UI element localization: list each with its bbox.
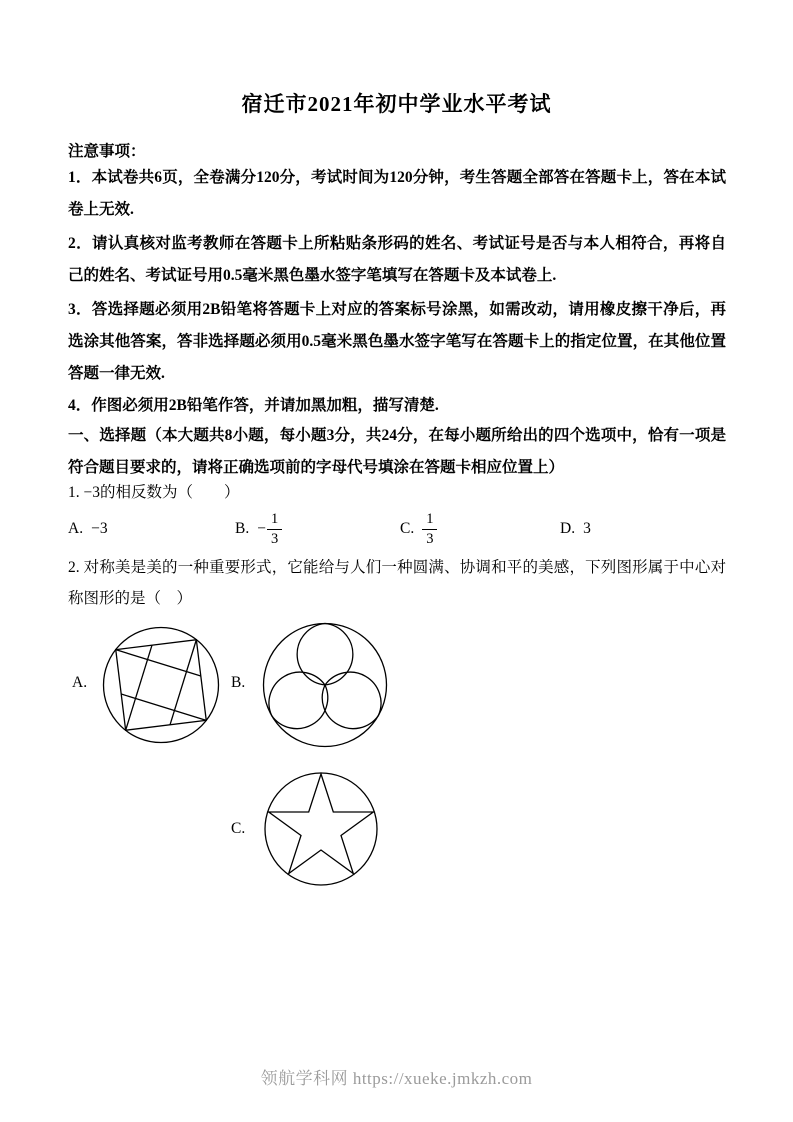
notice-item-2: 2．请认真核对监考教师在答题卡上所粘贴条形码的姓名、考试证号是否与本人相符合，再将自己的姓名、考试证号用0.5毫米黑色墨水签字笔填写在答题卡及本试卷上. (68, 235, 726, 284)
fraction-one-third (422, 511, 437, 547)
question-1-text: 1. −3的相反数为（ ） (68, 484, 240, 501)
option-c-label: C. (400, 520, 415, 537)
section-1-header: 一、选择题（本大题共8小题，每小题3分，共24分，在每小题所给出的四个选项中，恰有一项是符合题目要求的，请将正确选项前的字母代号填涂在答题卡相应位置上） (68, 427, 726, 476)
trefoil-petals-in-circle-figure (260, 620, 390, 750)
notice-item-3: 3．答选择题必须用2B铅笔将答题卡上对应的答案标号涂黑，如需改动，请用橡皮擦干净后，再选涂其他答案，答非选择题必须用0.5毫米黑色墨水签字笔写在答题卡上的指定位置，在其他位置答题一律无效. (68, 301, 726, 382)
question-1-option-a (68, 506, 108, 552)
fraction-numerator: 1 (267, 511, 282, 530)
page-title: 宿迁市2021年初中学业水平考试 (241, 92, 552, 116)
fraction-numerator: 1 (422, 511, 437, 530)
option-d-value: 3 (583, 520, 591, 537)
question-1-options (68, 506, 726, 552)
footer-watermark: 领航学科网 https://xueke.jmkzh.com (260, 1069, 533, 1088)
question-1-option-d (560, 506, 591, 552)
figure-a-label: A. (72, 674, 88, 691)
pinwheel-square-in-circle-figure (100, 624, 222, 746)
notice-header: 注意事项： (68, 143, 146, 160)
figure-c-label: C. (231, 820, 246, 837)
fraction-denominator: 3 (426, 530, 434, 547)
option-d-label: D. (560, 520, 576, 537)
question-2-text: 2. 对称美是美的一种重要形式，它能给与人们一种圆满、协调和平的美感，下列图形属于中心对称图形的是（ ） (68, 559, 726, 607)
question-1-option-c (400, 506, 437, 552)
question-1-option-b (235, 506, 282, 552)
figure-b-label: B. (231, 674, 246, 691)
fraction-one-third (267, 511, 282, 547)
option-b-value (257, 511, 282, 547)
option-a-label: A. (68, 520, 84, 537)
fraction-denominator: 3 (270, 530, 279, 547)
option-a-value: −3 (91, 520, 108, 537)
notice-item-1: 1．本试卷共6页，全卷满分120分，考试时间为120分钟，考生答题全部答在答题卡上，答在本试卷上无效. (68, 169, 726, 218)
notice-item-4: 4．作图必须用2B铅笔作答，并请加黑加粗，描写清楚. (68, 397, 439, 414)
five-pointed-star-in-circle-figure (262, 770, 380, 888)
question-2-figures (68, 618, 726, 908)
minus-sign: − (257, 519, 266, 537)
option-b-label: B. (235, 520, 250, 537)
